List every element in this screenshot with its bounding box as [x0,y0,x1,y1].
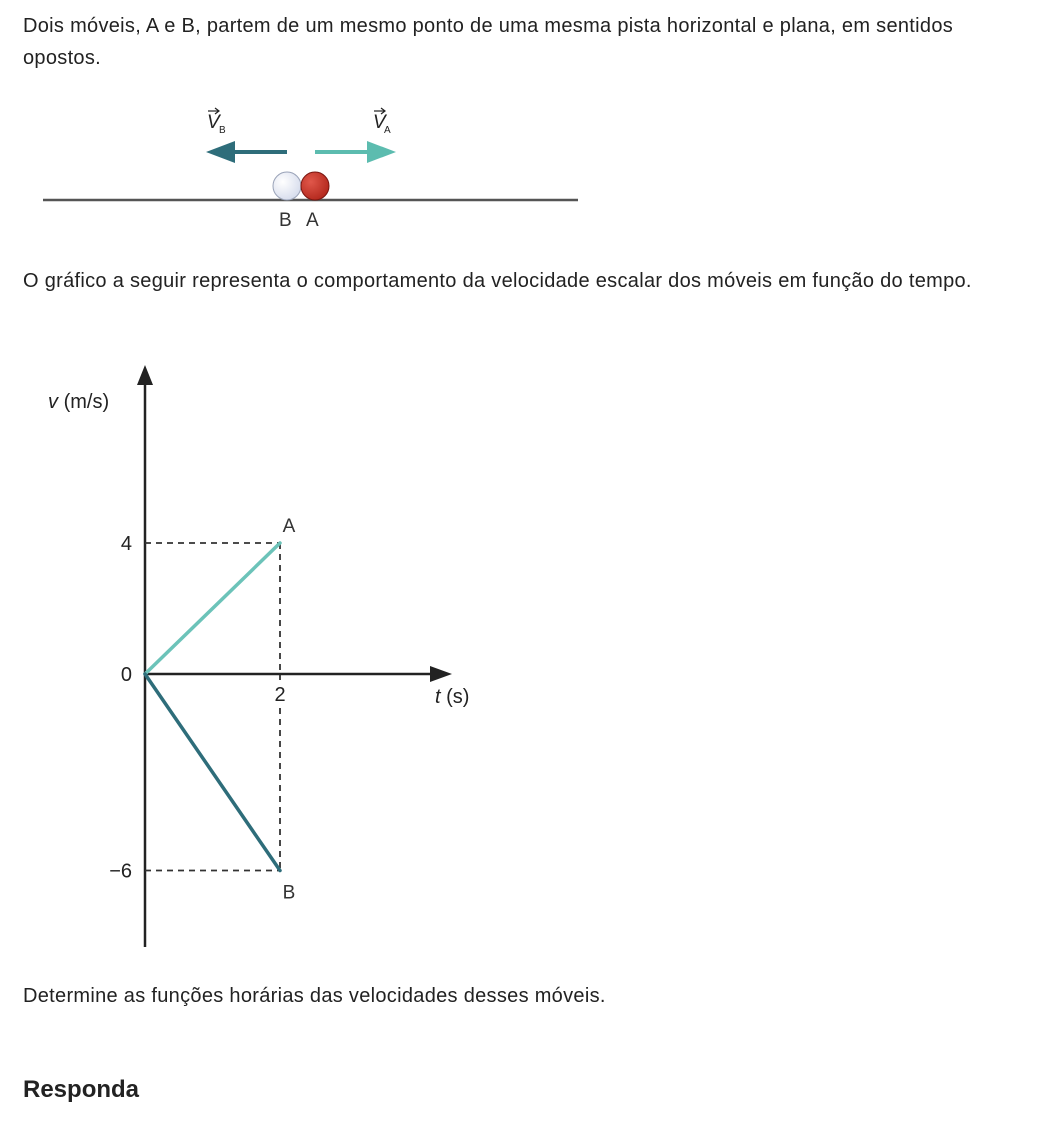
x-axis-label [435,686,469,708]
point-label-b: B [282,882,296,904]
point-labels [283,516,296,904]
y-axis-label [48,391,109,413]
velocity-arrow-b-head [206,141,235,163]
y-tick-label-2: −6 [109,860,132,883]
vector-b-subscript: B [219,125,226,136]
series-lines [145,543,280,871]
x-axis-label-var: t [435,686,441,708]
body-b-label: B [279,210,292,231]
vector-a-label [373,108,391,136]
x-axis-label-unit: (s) [446,686,470,708]
y-tick-label-1: 0 [120,664,132,686]
series-line-a [145,543,280,674]
y-axis-arrowhead [137,365,153,385]
body-a-label: A [306,210,319,231]
guide-lines [145,543,280,871]
answer-heading: Responda [23,1076,140,1103]
velocity-arrow-a [315,141,396,163]
point-label-a: A [282,516,296,537]
task-paragraph: Determine as funções horárias das velocidades desses móveis. [23,985,606,1007]
velocity-arrow-b [206,141,287,163]
graph-intro-paragraph: O gráfico a seguir representa o comportamento da velocidade escalar dos móveis em função do tempo. [23,270,972,292]
velocity-time-chart [0,355,560,955]
y-tick-label-0: 4 [120,533,132,555]
y-axis-label-var: v [48,391,58,413]
motion-diagram [0,90,600,240]
vector-a-symbol: V [373,112,386,133]
x-axis-arrowhead [430,666,452,682]
intro-paragraph: Dois móveis, A e B, partem de um mesmo ponto de uma mesma pista horizontal e plana, em sentidos opostos. [23,15,954,69]
tick-labels [109,533,289,883]
body-a-ball [301,172,329,200]
y-axis-label-unit: (m/s) [63,391,110,413]
body-b-ball [273,172,301,200]
vector-a-subscript: A [384,125,391,136]
velocity-arrow-a-head [367,141,396,163]
series-line-b [145,674,280,871]
vector-b-symbol: V [207,112,220,133]
vector-b-label [207,108,226,136]
x-tick-label-0: 2 [274,684,286,706]
